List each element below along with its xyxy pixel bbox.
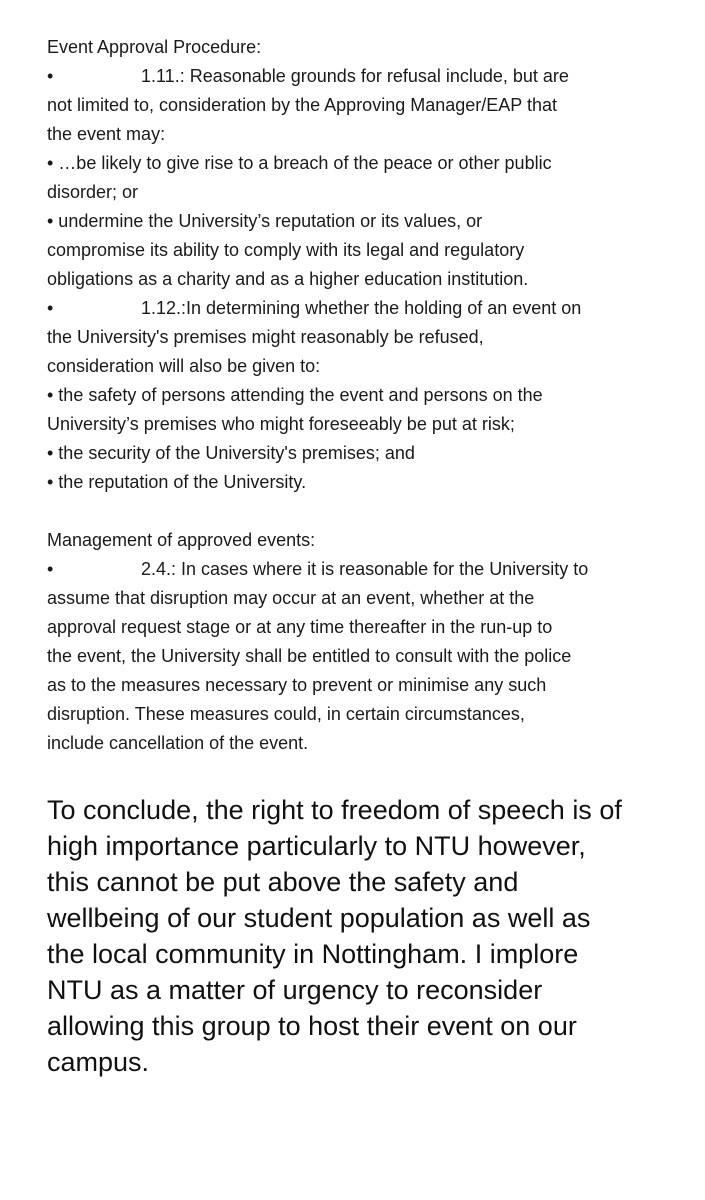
sub-item-line: compromise its ability to comply with its legal and regulatory [47,240,525,260]
sub-item-line: University’s premises who might foreseeably be put at risk; [47,414,515,434]
bullet: • [47,66,54,86]
conclusion-line: allowing this group to host their event on our [47,1011,577,1041]
policy-excerpt [47,33,687,758]
sub-item-line: • the safety of persons attending the event and persons on the [47,385,543,405]
clause-1-12-line: consideration will also be given to: [47,356,321,376]
clause-2-4-line: assume that disruption may occur at an event, whether at the [47,588,535,608]
conclusion-line: wellbeing of our student population as well as [47,903,591,933]
conclusion-line: this cannot be put above the safety and [47,867,519,897]
bullet: • [47,298,54,318]
management-heading: Management of approved events: [47,530,316,550]
clause-1-11-first-line: 1.11.: Reasonable grounds for refusal include, but are [141,66,569,86]
clause-1-11-line: the event may: [47,124,166,144]
conclusion-line: To conclude, the right to freedom of speech is of [47,795,622,825]
procedure-heading: Event Approval Procedure: [47,37,262,57]
clause-1-12-line: the University's premises might reasonably be refused, [47,327,484,347]
conclusion-line: the local community in Nottingham. I implore [47,939,579,969]
sub-item-line: • the reputation of the University. [47,472,307,492]
list-item-2-4 [47,555,687,584]
clause-2-4-line: approval request stage or at any time thereafter in the run-up to [47,617,553,637]
clause-2-4-line: as to the measures necessary to prevent or minimise any such [47,675,547,695]
sub-item-line: • the security of the University's premises; and [47,443,415,463]
clause-2-4-line: the event, the University shall be entitled to consult with the police [47,646,572,666]
conclusion-line: high importance particularly to NTU however, [47,831,586,861]
clause-2-4-line: include cancellation of the event. [47,733,309,753]
paragraph-spacer [47,497,687,526]
conclusion-line: NTU as a matter of urgency to reconsider [47,975,543,1005]
clause-2-4-first-line: 2.4.: In cases where it is reasonable for the University to [141,559,589,579]
clause-1-12-first-line: 1.12.:In determining whether the holding of an event on [141,298,582,318]
conclusion-line: campus. [47,1047,150,1077]
sub-item-line: obligations as a charity and as a higher education institution. [47,269,529,289]
conclusion-paragraph [47,792,687,1080]
list-item-1-11 [47,62,687,91]
bullet: • [47,559,54,579]
clause-1-11-line: not limited to, consideration by the Approving Manager/EAP that [47,95,557,115]
list-item-1-12 [47,294,687,323]
sub-item-line: • …be likely to give rise to a breach of the peace or other public [47,153,552,173]
clause-2-4-line: disruption. These measures could, in certain circumstances, [47,704,525,724]
sub-item-line: • undermine the University’s reputation or its values, or [47,211,483,231]
sub-item-line: disorder; or [47,182,139,202]
